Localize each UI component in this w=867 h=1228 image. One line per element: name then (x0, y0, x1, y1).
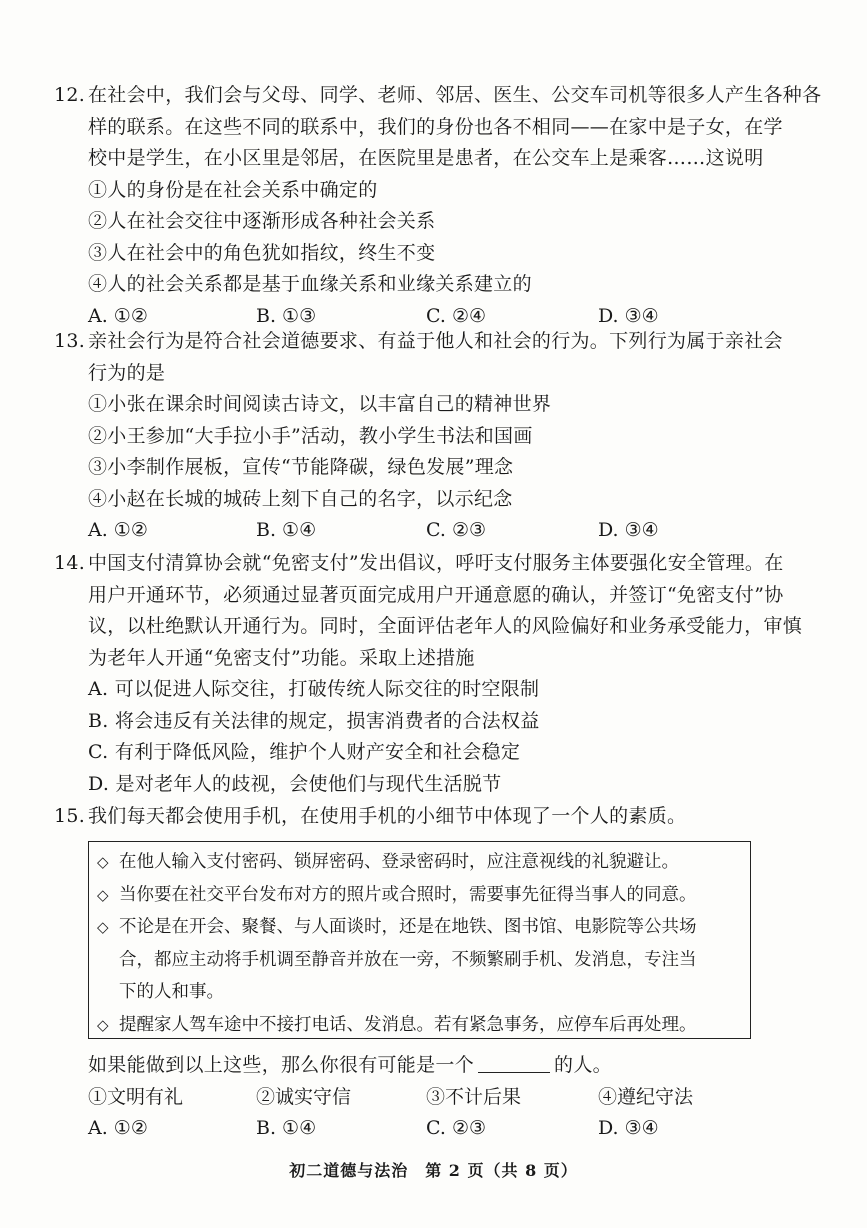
option-a: A. ①② (88, 519, 148, 541)
question-14 (54, 548, 834, 800)
option-d: D. ③④ (598, 519, 659, 541)
question-stem: 的人。 (554, 1054, 612, 1076)
question-13 (54, 326, 834, 547)
option-c: C. ②③ (426, 519, 487, 541)
box-text: 提醒家人驾车途中不接打电话、发消息。若有紧急事务，应停车后再处理。 (119, 1014, 697, 1035)
option-b: B. ①④ (256, 519, 317, 541)
box-text: 合，都应主动将手机调至静音并放在一旁，不频繁刷手机、发消息，专注当 (119, 949, 697, 970)
statement-item: ②诚实守信 (256, 1085, 352, 1108)
diamond-bullet-icon: ◇ (97, 853, 109, 871)
question-stem-line: 中国支付清算协会就“免密支付”发出倡议，呼吁支付服务主体要强化安全管理。在 (88, 552, 784, 574)
option-a: A. ①② (88, 304, 148, 327)
question-stem-line: 亲社会行为是符合社会道德要求、有益于他人和社会的行为。下列行为属于亲社会 (88, 330, 783, 352)
statement-item: ①文明有礼 (88, 1085, 184, 1108)
statement-item: ①人的身份是在社会关系中确定的 (88, 178, 378, 201)
question-stem-line: 行为的是 (88, 361, 166, 384)
option-d: D. ③④ (598, 304, 659, 327)
statement-items (54, 1082, 834, 1114)
box-text: 不论是在开会、聚餐、与人面谈时，还是在地铁、图书馆、电影院等公共场 (119, 917, 697, 938)
answer-options (54, 1113, 834, 1145)
option-b: B. 将会违反有关法律的规定，损害消费者的合法权益 (88, 709, 540, 732)
statement-item: ③人在社会中的角色犹如指纹，终生不变 (88, 241, 436, 264)
statement-item: ②人在社会交往中逐渐形成各种社会关系 (88, 210, 436, 232)
question-stem-line: 校中是学生，在小区里是邻居，在医院里是患者，在公交车上是乘客……这说明 (88, 147, 764, 169)
page-footer: 初二道德与法治 第 2 页（共 8 页） (289, 1161, 578, 1180)
question-stem-line: 议，以杜绝默认开通行为。同时，全面评估老年人的风险偏好和业务承受能力，审慎 (88, 615, 803, 637)
statement-item: ①小张在课余时间阅读古诗文，以丰富自己的精神世界 (88, 393, 552, 415)
statement-item: ④遵纪守法 (598, 1085, 694, 1108)
option-b: B. ①③ (256, 304, 317, 327)
question-12 (54, 80, 834, 332)
option-a: A. 可以促进人际交往，打破传统人际交往的时空限制 (88, 678, 540, 700)
question-15-stem (54, 1050, 834, 1145)
option-b: B. ①④ (256, 1117, 317, 1139)
answer-options (54, 515, 834, 547)
statement-item: ②小王参加“大手拉小手”活动，教小学生书法和国画 (88, 424, 533, 447)
box-text: 当你要在社交平台发布对方的照片或合照时，需要事先征得当事人的同意。 (119, 884, 697, 905)
etiquette-box (88, 841, 751, 1039)
question-stem-line: 用户开通环节，必须通过显著页面完成用户开通意愿的确认，并签订“免密支付”协 (88, 583, 784, 606)
diamond-bullet-icon: ◇ (97, 1015, 109, 1034)
question-number: 12. (54, 84, 86, 106)
statement-item: ③小李制作展板，宣传“节能降碳，绿色发展”理念 (88, 456, 514, 478)
statement-item: ④人的社会关系都是基于血缘关系和业缘关系建立的 (88, 273, 532, 295)
question-stem-line: 在社会中，我们会与父母、同学、老师、邻居、医生、公交车司机等很多人产生各种各 (88, 84, 822, 106)
question-15 (54, 801, 834, 833)
option-c: C. ②③ (426, 1117, 487, 1139)
statement-item: ④小赵在长城的城砖上刻下自己的名字，以示纪念 (88, 487, 513, 510)
option-c: C. ②④ (426, 304, 487, 327)
question-number: 14. (54, 552, 86, 574)
question-stem-line: 样的联系。在这些不同的联系中，我们的身份也各不相同——在家中是子女，在学 (88, 115, 783, 138)
question-stem-line: 为老年人开通“免密支付”功能。采取上述措施 (88, 646, 475, 669)
diamond-bullet-icon: ◇ (97, 918, 109, 937)
option-a: A. ①② (88, 1117, 148, 1139)
question-stem: 如果能做到以上这些，那么你很有可能是一个 (88, 1054, 475, 1076)
question-number: 13. (54, 330, 86, 352)
diamond-bullet-icon: ◇ (97, 885, 109, 904)
box-text: 在他人输入支付密码、锁屏密码、登录密码时，应注意视线的礼貌避让。 (119, 852, 679, 872)
statement-item: ③不计后果 (426, 1085, 522, 1108)
question-number: 15. (54, 805, 86, 827)
box-text: 下的人和事。 (119, 982, 224, 1003)
option-c: C. 有利于降低风险，维护个人财产安全和社会稳定 (88, 741, 521, 763)
option-d: D. ③④ (598, 1117, 659, 1139)
answer-blank (478, 1052, 550, 1073)
question-stem-line: 我们每天都会使用手机，在使用手机的小细节中体现了一个人的素质。 (88, 805, 687, 827)
option-d: D. 是对老年人的歧视，会使他们与现代生活脱节 (88, 772, 502, 795)
